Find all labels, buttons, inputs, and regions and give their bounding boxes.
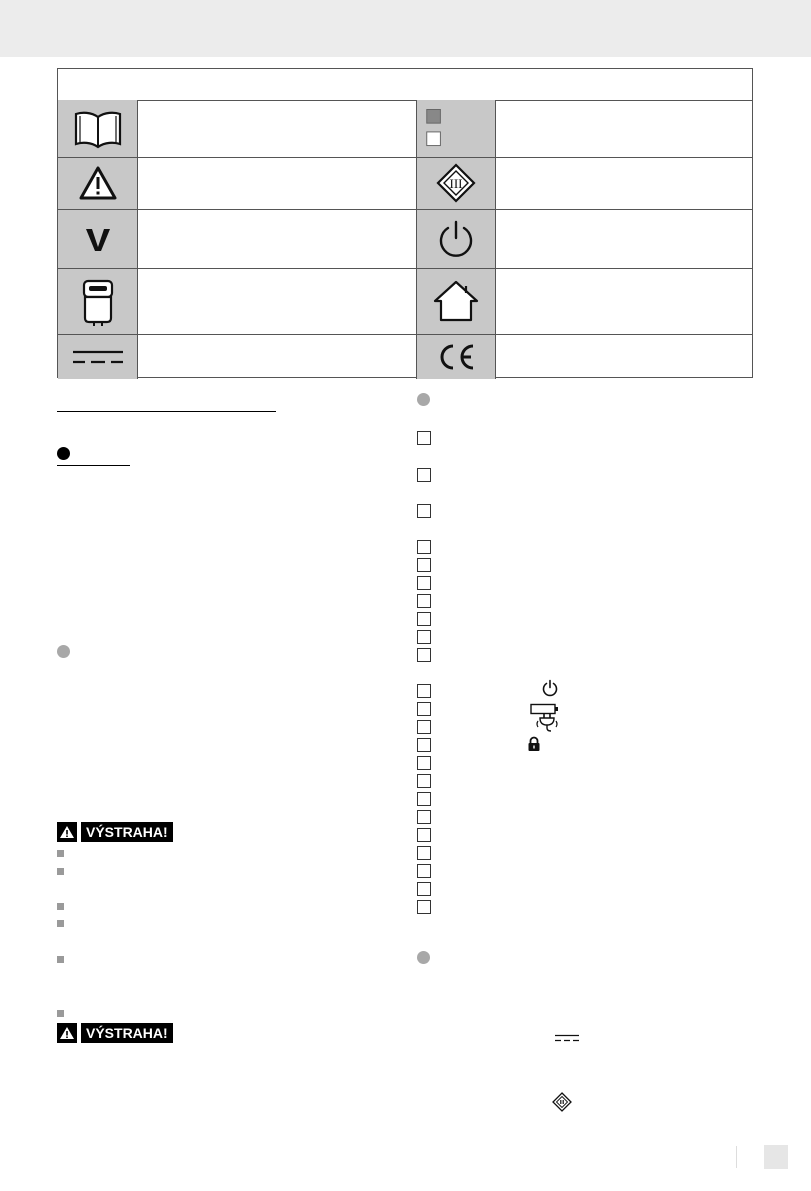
parts-number-box	[417, 594, 431, 608]
parts-number-box	[417, 504, 431, 518]
parts-number-box	[417, 774, 431, 788]
parts-number-box	[417, 630, 431, 644]
parts-number-box	[417, 828, 431, 842]
page-number-box	[764, 1145, 788, 1169]
protection-class-iii-icon-small	[552, 1092, 572, 1117]
symbols-table	[57, 68, 753, 378]
footer-divider	[736, 1146, 737, 1168]
plug-charging-icon	[535, 712, 559, 737]
direct-current-icon	[58, 334, 138, 379]
checkbox-pair-icon	[416, 100, 496, 157]
parts-number-box	[417, 810, 431, 824]
row-divider	[58, 157, 752, 158]
parts-number-box	[417, 738, 431, 752]
usb-c-plug-icon	[58, 268, 138, 334]
row-divider	[58, 209, 752, 210]
list-bullet	[57, 920, 64, 927]
parts-number-box	[417, 900, 431, 914]
manual-book-icon	[58, 100, 138, 157]
subsection-underline	[57, 465, 130, 466]
list-bullet	[57, 1010, 64, 1017]
power-icon-small	[541, 679, 559, 702]
ce-mark-icon	[416, 334, 496, 379]
parts-number-box	[417, 882, 431, 896]
subsection-bullet-grey	[57, 645, 70, 658]
parts-number-box	[417, 864, 431, 878]
parts-number-box	[417, 648, 431, 662]
row-divider	[58, 268, 752, 269]
svg-text:III: III	[449, 176, 463, 191]
parts-number-box	[417, 684, 431, 698]
warning-banner	[57, 822, 173, 842]
section-bullet-grey	[417, 393, 430, 406]
parts-number-box	[417, 702, 431, 716]
list-bullet	[57, 903, 64, 910]
parts-number-box	[417, 756, 431, 770]
warning-label: VÝSTRAHA!	[81, 1023, 173, 1043]
section-bullet-grey	[417, 951, 430, 964]
section-title-underline	[57, 411, 276, 412]
list-bullet	[57, 956, 64, 963]
indoor-house-icon	[416, 268, 496, 334]
parts-number-box	[417, 431, 431, 445]
protection-class-iii-icon	[416, 157, 496, 209]
page-header-bar	[0, 0, 811, 57]
parts-number-box	[417, 612, 431, 626]
column-divider	[416, 100, 417, 379]
table-header-row	[58, 69, 752, 101]
list-bullet	[57, 850, 64, 857]
power-button-icon	[416, 209, 496, 268]
warning-banner	[57, 1023, 173, 1043]
warning-triangle-icon	[58, 157, 138, 209]
row-divider	[58, 334, 752, 335]
volt-v-icon	[58, 209, 138, 268]
warning-label: VÝSTRAHA!	[81, 822, 173, 842]
parts-number-box	[417, 540, 431, 554]
warning-icon	[57, 1023, 77, 1043]
warning-icon	[57, 822, 77, 842]
list-bullet	[57, 868, 64, 875]
direct-current-icon-small	[554, 1030, 580, 1048]
parts-number-box	[417, 468, 431, 482]
parts-number-box	[417, 792, 431, 806]
parts-number-box	[417, 720, 431, 734]
lock-icon	[526, 736, 542, 757]
parts-number-box	[417, 576, 431, 590]
parts-number-box	[417, 846, 431, 860]
section-bullet-black	[57, 447, 70, 460]
parts-number-box	[417, 558, 431, 572]
